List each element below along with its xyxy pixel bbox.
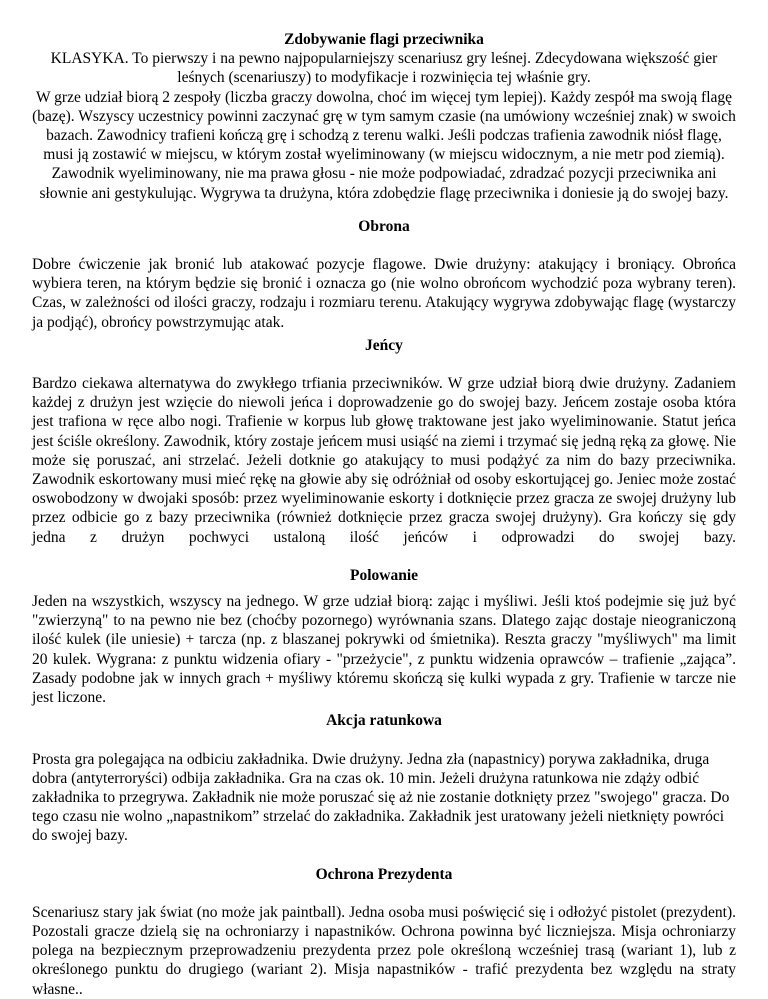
intro-paragraph-2: W grze udział biorą 2 zespoły (liczba graczy dowolna, choć im więcej tym lepiej). Każdy zespół ma swoją flagę (bazę). Wszyscy uczestnicy powinni zaczynać grę w tym samym czasie (na umówiony wcześniej znak) w swoich bazach. Zawodnicy trafieni kończą grę i schodzą z terenu walki. Jeśli podczas trafienia zawodnik niósł flagę, musi ją zostawić w miejscu, w którym został wyeliminowany (w miejscu widocznym, a nie metr pod ziemią). Zawodnik wyeliminowany, nie ma prawa głosu - nie może podpowiadać, zdradzać pozycji przeciwnika ani słownie ani gestykulując. Wygrywa ta drużyna, która zdobędzie flagę przeciwnika i doniesie ją do swojej bazy. (32, 88, 736, 202)
section-heading-akcja-ratunkowa: Akcja ratunkowa (326, 712, 442, 730)
section-heading-obrona: Obrona (358, 217, 410, 235)
intro-paragraph-1: KLASYKA. To pierwszy i na pewno najpopularniejszy scenariusz gry leśnej. Zdecydowana większość gier leśnych (scenariuszy) to modyfikacje i rozwinięcia tej właśnie gry. (50, 50, 718, 87)
section-heading-ochrona-prezydenta: Ochrona Prezydenta (315, 865, 453, 883)
section-text-akcja-ratunkowa: Prosta gra polegająca na odbiciu zakładnika. Dwie drużyny. Jedna zła (napastnicy) porywa zakładnika, druga dobra (antyterroryści) odbija zakładnika. Gra na czas ok. 10 min. Jeżeli drużyna ratunkowa nie zdąży odbić zakładnika to przegrywa. Zakładnik nie może poruszać się aż nie zostanie dotknięty przez "swojego" gracza. Do tego czasu nie wolno „napastnikom” strzelać do zakładnika. Zakładnik jest uratowany jeżeli nietknięty powróci do swojej bazy. (32, 750, 730, 845)
section-text-jency: Bardzo ciekawa alternatywa do zwykłego trfiania przeciwników. W grze udział biorą dwie drużyny. Zadaniem każdej z drużyn jest wzięcie do niewoli jeńca i doprowadzenie go do swojej bazy. Jeńcem zostaje osoba która jest trafiona w ręce albo nogi. Trafienie w korpus lub głowę traktowane jest jako wyeliminowanie. Statut jeńca jest ściśle określony. Zawodnik, który zostaje jeńcem musi usiąść na ziemi i trzymać się jedną ręką za głowę. Nie może się poruszać, ani strzelać. Jeżeli dotknie go atakujący to musi podążyć za nim do bazy przeciwnika. Zawodnik eskortowany musi mieć rękę na głowie aby się odróżniał od osoby eskortującej go. Jeniec może zostać oswobodzony w dwojaki sposób: przez wyeliminowanie eskorty i dotknięcie przez gracza ze swojej drużyny lub przez odbicie go z bazy przeciwnika (również dotknięcie przez gracza swojej drużyny). Gra kończy się gdy jedna z drużyn pochwyci ustaloną ilość jeńców i odprowadzi do swojej bazy. (32, 375, 736, 546)
section-text-ochrona-prezydenta: Scenariusz stary jak świat (no może jak paintball). Jedna osoba musi poświęcić się i odłożyć pistolet (prezydent). Pozostali gracze dzielą się na ochroniarzy i napastników. Ochrona powinna być liczniejsza. Misja ochroniarzy polega na bezpiecznym przeprowadzeniu prezydenta przez pole określoną wcześniej trasą (wariant 1), lub z określonego punktu do drugiego (wariant 2). Misja napastników - trafić prezydenta bez względu na straty własne.. (32, 903, 736, 998)
section-heading-polowanie: Polowanie (349, 566, 419, 584)
document-title: Zdobywanie flagi przeciwnika (284, 31, 484, 48)
section-text-obrona: Dobre ćwiczenie jak bronić lub atakować pozycje flagowe. Dwie drużyny: atakujący i broniący. Obrońca wybiera teren, na którym będzie się bronić i oznacza go (nie wolno obrońcom wychodzić poza wybrany teren). Czas, w zależności od ilości graczy, rodzaju i rozmiaru terenu. Atakujący wygrywa zdobywając flagę (wystarczy ja podjąć), obrońcy powstrzymując atak. (32, 256, 736, 331)
section-text-polowanie: Jeden na wszystkich, wszyscy na jednego. W grze udział biorą: zając i myśliwi. Jeśli ktoś podejmie się już być "zwierzyną" to na pewno nie bez (choćby pozornego) wyrównania szans. Dlatego zając dostaje nieograniczoną ilość kulek (ile uniesie) + tarcza (np. z blaszanej pokrywki od śmietnika). Reszta graczy "myśliwych" ma limit 20 kulek. Wygrana: z punktu widzenia ofiary - "przeżycie", z punktu widzenia oprawców – trafienie „zająca”. Zasady podobne jak w innych grach + myśliwy któremu skończą się kulki wypada z gry. Trafienie w tarcze nie jest liczone. (32, 593, 736, 707)
section-heading-jency: Jeńcy (365, 336, 403, 354)
